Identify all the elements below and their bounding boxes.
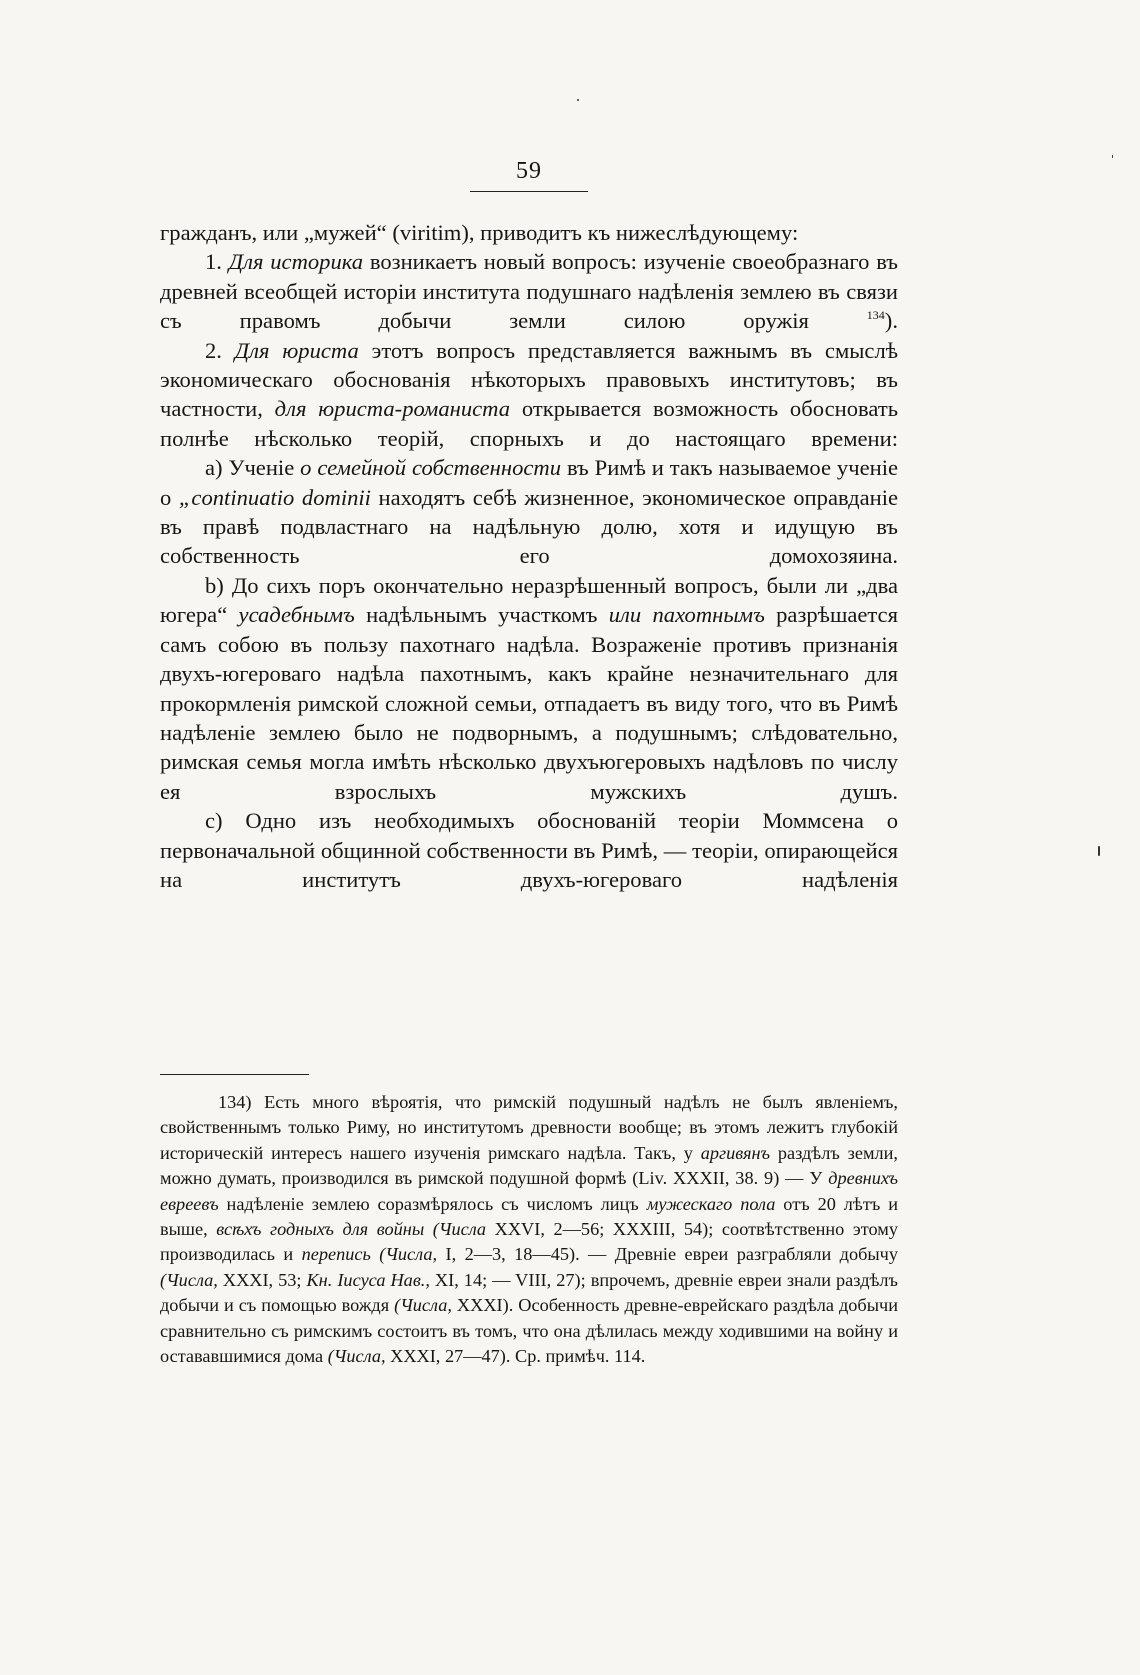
paragraph-c: c) Одно изъ необходимыхъ обоснованій теоріи Моммсена о первоначальной общинной собственности въ Римѣ, — теоріи, опирающейся на институтъ двухъ-югероваго надѣленія [160, 808, 898, 892]
paragraph-b: b) До сихъ поръ окончательно неразрѣшенный вопросъ, были ли „два югера“ усадебнымъ надѣльнымъ участкомъ или пахотнымъ разрѣшается самъ собою въ пользу пахотнаго надѣла. Возраженіе противъ признанія двухъ-югероваго надѣла пахотнымъ, какъ крайне незначительнаго для прокормленія римской сложной семьи, отпадаетъ въ виду того, что въ Римѣ надѣленіе землею было не подворнымъ, а подушнымъ; слѣдовательно, римская семья могла имѣть нѣсколько двухъюгеровыхъ надѣловъ по числу ея взрослыхъ мужскихъ душъ. [160, 572, 898, 804]
paragraph-a: a) Ученіе о семейной собственности въ Римѣ и такъ называемое ученіе о „continuatio dominii находятъ себѣ жизненное, экономическое оправданіе въ правѣ подвластнаго на надѣльную долю, хотя и идущую въ собственность его домохозяина. [160, 455, 899, 569]
scan-speck [577, 99, 579, 101]
scan-speck [1112, 155, 1113, 158]
paragraph-intro: гражданъ, или „мужей“ (viritim), приводитъ къ нижеслѣдующему: [160, 220, 799, 245]
emphasis: или пахотнымъ [608, 602, 765, 628]
emphasis: Для юриста [234, 337, 359, 363]
page-number-rule [470, 191, 588, 192]
page-number: 59 [516, 158, 542, 184]
emphasis: усадебнымъ [238, 602, 355, 628]
emphasis: „continuatio dominii [178, 484, 371, 510]
emphasis: для юриста-романиста [274, 396, 511, 422]
footnote-134: 134) Есть много вѣроятія, что римскій подушный надѣлъ не былъ явленіемъ, свойственнымъ только Риму, но институтомъ древности вообще; въ этомъ лежитъ глубокій историческій интересъ нашего изученія римскаго надѣла. Такъ, у аргивянъ раздѣлъ земли, можно думать, производился въ римской подушной формѣ (Liv. XXXII, 38. 9) — У древнихъ евреевъ надѣленіе землею соразмѣрялось съ числомъ лицъ мужескаго пола отъ 20 лѣтъ и выше, всѣхъ годныхъ для войны (Числа XXVI, 2—56; XXXIII, 54); соотвѣтственно этому производилась и перепись (Числа, I, 2—3, 18—45). — Древніе евреи разграбляли добычу (Числа, XXXI, 53; Кн. Іисуса Нав., XI, 14; — VIII, 27); впрочемъ, древніе евреи знали раздѣлъ добычи и съ помощью вождя (Числа, XXXI). Особенность древне-еврейскаго раздѣла добычи сравнительно съ римскимъ состоитъ въ томъ, что она дѣлилась между ходившими на войну и остававшимися дома (Числа, XXXI, 27—47). Ср. примѣч. 114. [160, 1092, 899, 1367]
footnote-rule [160, 1074, 309, 1075]
scan-speck [1098, 846, 1100, 856]
paragraph-jurist: 2. Для юриста этотъ вопросъ представляется важнымъ въ смыслѣ экономическаго обоснованія нѣкоторыхъ правовыхъ институтовъ; въ частности, для юриста-романиста открывается возможность обосновать полнѣе нѣсколько теорій, спорныхъ и до настоящаго времени: [160, 337, 898, 451]
footnote-ref: 134 [866, 308, 885, 323]
emphasis: Для историка [228, 249, 364, 275]
main-text [160, 218, 898, 894]
emphasis: о семейной собственности [300, 455, 562, 481]
paragraph-historian: 1. Для историка возникаетъ новый вопросъ: изученіе своеобразнаго въ древней всеобщей исторіи института подушнаго надѣленія землею въ связи съ правомъ добычи земли силою оружія $^{134}$). [160, 249, 898, 334]
